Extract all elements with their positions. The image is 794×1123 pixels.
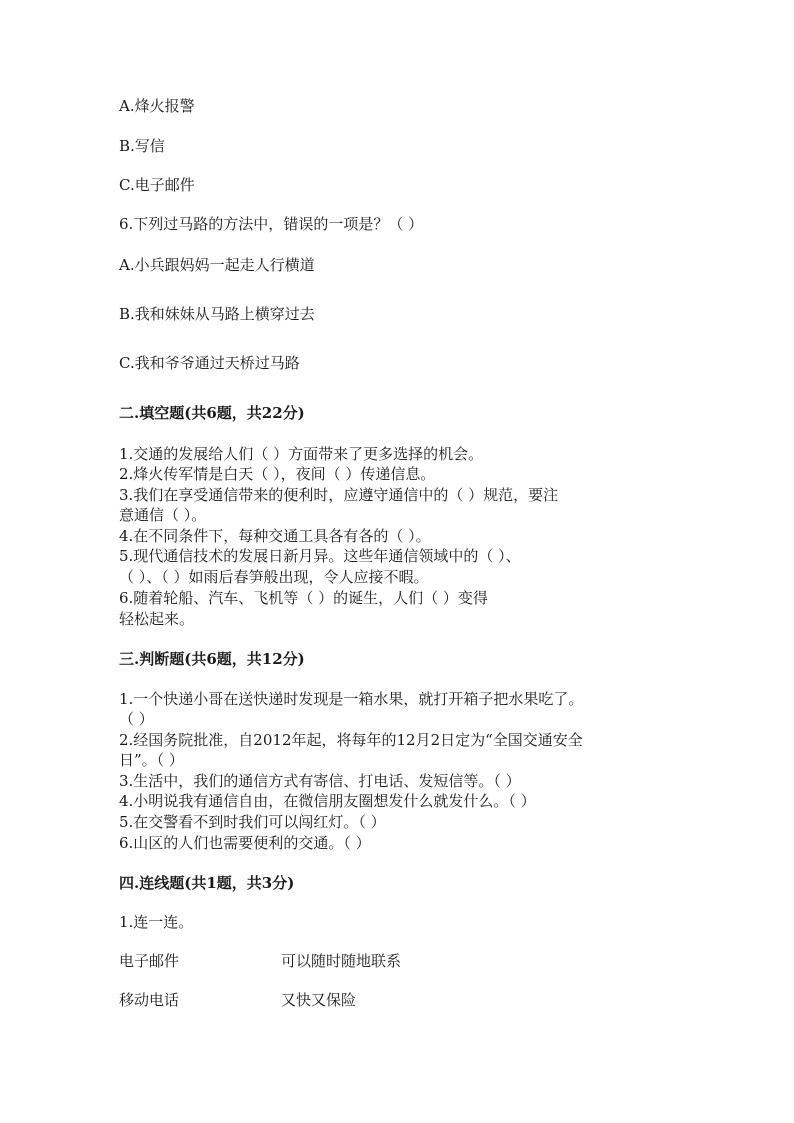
question-text: 6.下列过马路的方法中，错误的一项是？（ ） (119, 215, 424, 233)
option-text: B.我和妹妹从马路上横穿过去 (119, 305, 315, 323)
question-line: 6.山区的人们也需要便利的交通。（ ） (119, 834, 371, 852)
question-line: 3.生活中，我们的通信方式有寄信、打电话、发短信等。（ ） (119, 772, 521, 790)
match-right-item: 可以随时随地联系 (281, 952, 402, 970)
option-text: A.烽火报警 (119, 97, 195, 115)
section-heading: 三.判断题(共6题，共12分) (119, 650, 305, 668)
match-left-item: 电子邮件 (119, 952, 180, 970)
question-line: 5.现代通信技术的发展日新月异。这些年通信领域中的（ ）、 (119, 547, 521, 565)
question-line: 1.交通的发展给人们（ ）方面带来了更多选择的机会。 (119, 445, 484, 463)
question-line: 3.我们在享受通信带来的便利时，应遵守通信中的（ ）规范，要注 (119, 486, 559, 504)
question-line: 意通信（ ）。 (119, 506, 207, 524)
option-text: C.我和爷爷通过天桥过马路 (119, 354, 300, 372)
question-text: 1.连一连。 (119, 913, 194, 931)
question-line: 5.在交警看不到时我们可以闯红灯。（ ） (119, 813, 386, 831)
question-line: 6.随着轮船、汽车、飞机等（ ）的诞生，人们（ ）变得 (119, 589, 488, 607)
question-line: 4.小明说我有通信自由，在微信朋友圈想发什么就发什么。（ ） (119, 792, 536, 810)
question-line: 轻松起来。 (119, 610, 195, 628)
question-line: 1.一个快递小哥在送快递时发现是一箱水果，就打开箱子把水果吃了。 (119, 690, 584, 708)
question-line: 2.烽火传军情是白天（ ），夜间（ ）传递信息。 (119, 465, 436, 483)
question-line: （ ）、（ ）如雨后春笋般出现，令人应接不暇。 (119, 568, 429, 586)
match-left-item: 移动电话 (119, 991, 180, 1009)
option-text: C.电子邮件 (119, 176, 195, 194)
question-line: 日”。（ ） (119, 751, 184, 769)
section-heading: 二.填空题(共6题，共22分) (119, 404, 305, 422)
option-text: B.写信 (119, 137, 165, 155)
option-text: A.小兵跟妈妈一起走人行横道 (119, 256, 315, 274)
question-line: 2.经国务院批准，自2012年起，将每年的12月2日定为“全国交通安全 (119, 731, 583, 749)
question-line: （ ） (119, 710, 154, 728)
match-right-item: 又快又保险 (281, 991, 357, 1009)
section-heading: 四.连线题(共1题，共3分) (119, 874, 295, 892)
question-line: 4.在不同条件下，每种交通工具各有各的（ ）。 (119, 527, 431, 545)
